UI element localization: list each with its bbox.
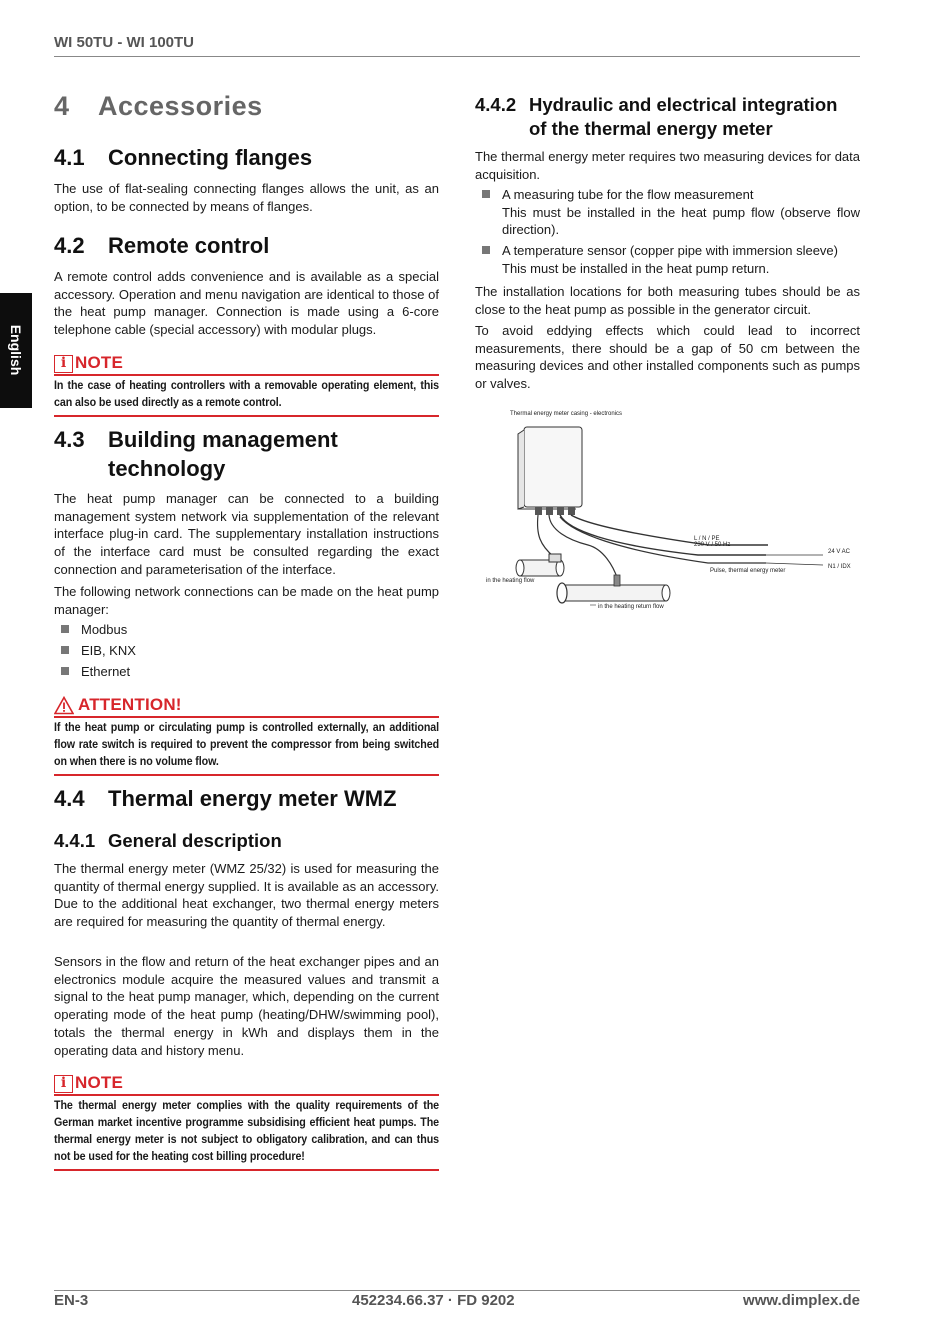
list-item-main: A measuring tube for the flow measurement: [502, 187, 754, 202]
note-label: NOTE: [75, 1073, 124, 1092]
list-item: [475, 186, 860, 239]
note-top-rule: [54, 374, 439, 376]
section-title-line2: of the thermal energy meter: [529, 118, 773, 139]
warning-triangle-icon: [54, 696, 74, 715]
info-icon: i: [54, 1075, 73, 1093]
header-divider: [54, 56, 860, 57]
network-connections-list: [54, 621, 439, 684]
section-4-4-2-text-3: To avoid eddying effects which could lead to incorrect measurements, there should be a gap of 50 cm between the measuring devices and other installed components such as pumps or valves.: [475, 323, 860, 392]
note-text: The thermal energy meter complies with the quality requirements of the German market incentive programme subsidising efficient heat pumps. The thermal energy meter is not subject to obligatory calibration, and can thus not be used for the heating cost billing procedure!: [54, 1100, 440, 1163]
section-title: Remote control: [108, 233, 270, 258]
attention-top-rule: [54, 716, 439, 718]
note-bottom-rule: [54, 415, 439, 417]
list-item-sub: This must be installed in the heat pump flow (observe flow direction).: [502, 204, 860, 238]
footer-divider: [54, 1290, 860, 1291]
section-4-3-text-1: The heat pump manager can be connected to a building management system network via supplementation of the relevant interface plug-in card. The supplementary installation instructions of the interface card must be consulted regarding the exact connection and parameterisation of the interface.: [54, 491, 439, 577]
list-item: [475, 242, 860, 277]
section-title-line2: technology: [108, 456, 226, 481]
section-number: 4.3: [54, 427, 85, 452]
attention-label: ATTENTION!: [78, 695, 182, 714]
note-box-energy-meter: [54, 1074, 439, 1171]
section-4-2-text: A remote control adds convenience and is available as a special accessory. Operation and menu navigation are identical to those of the heat pump manager. Connection is made using a 6-core telephone cable (special accessory) with modular plugs.: [54, 269, 439, 338]
list-item: EIB, KNX: [54, 642, 439, 660]
section-title-line1: Building management: [108, 427, 338, 452]
section-number: 4.1: [54, 145, 85, 170]
attention-bottom-rule: [54, 774, 439, 776]
section-heading-4-4-1: [54, 829, 439, 853]
note-label: NOTE: [75, 353, 124, 372]
list-item-sub: This must be installed in the heat pump return.: [502, 261, 770, 277]
section-4-4-1-text-1: The thermal energy meter (WMZ 25/32) is used for measuring the quantity of thermal energy supplied. It is available as an accessory. Due to the additional heat exchanger, two thermal energy meters are required for measuring the quantity of thermal energy.: [54, 861, 439, 930]
supply-label-2: 230 V / 50 Hz: [694, 542, 731, 548]
diagram-svg: [478, 405, 858, 620]
measuring-devices-list: [475, 186, 860, 281]
list-item: Ethernet: [54, 663, 439, 681]
casing-label: Thermal energy meter casing - electronics: [510, 411, 623, 417]
section-title: General description: [108, 830, 282, 851]
note-top-rule: [54, 1094, 439, 1096]
flow-label: in the heating flow: [486, 578, 535, 584]
return-label: in the heating return flow: [598, 604, 664, 610]
section-title-line1: Hydraulic and electrical integration: [529, 94, 838, 115]
section-heading-4-4: [54, 784, 439, 813]
list-item-main: A temperature sensor (copper pipe with immersion sleeve): [502, 243, 838, 259]
supply-label-1: L / N / PE: [694, 536, 720, 542]
page-number: EN-3: [54, 1292, 89, 1309]
language-tab-label: English: [8, 324, 24, 376]
section-heading-4-2: [54, 231, 439, 260]
chapter-heading: [54, 91, 263, 122]
note-text: In the case of heating controllers with a removable operating element, this can also be used directly as a remote control.: [54, 380, 440, 409]
pulse-label: Pulse, thermal energy meter: [710, 568, 786, 574]
document-code: 452234.66.37 · FD 9202: [352, 1292, 515, 1309]
section-title: Thermal energy meter WMZ: [108, 786, 397, 811]
document-header-title: WI 50TU - WI 100TU: [54, 34, 195, 51]
section-4-4-2-text-2: The installation locations for both measuring tubes should be as close to the heat pump as possible in the generator circuit.: [475, 284, 860, 317]
attention-text: If the heat pump or circulating pump is controlled externally, an additional flow rate switch is required to prevent the compressor from being switched on when there is no volume flow.: [54, 722, 440, 768]
section-number: 4.4.1: [54, 830, 96, 851]
section-heading-4-1: [54, 143, 439, 172]
section-number: 4.4: [54, 786, 85, 811]
website-link[interactable]: www.dimplex.de: [743, 1292, 860, 1309]
section-4-3-text-2: The following network connections can be made on the heat pump manager:: [54, 584, 439, 617]
idx-label: N1 / IDX: [828, 564, 851, 570]
info-icon: i: [54, 355, 73, 373]
note-bottom-rule: [54, 1169, 439, 1171]
section-number: 4.2: [54, 233, 85, 258]
note-box-remote-control: [54, 354, 439, 417]
attention-box: [54, 696, 439, 776]
section-heading-4-3: [54, 425, 439, 483]
section-4-4-1-text-2: Sensors in the flow and return of the heat exchanger pipes and an electronics module acquire the measured values and transmit a signal to the heat pump manager, which, depending on the current operating mode of the heat pump (heating/DHW/swimming pool), totals the thermal energy in kWh and displays them in the operating data and history menu.: [54, 954, 439, 1058]
language-tab: [0, 293, 32, 408]
chapter-title: Accessories: [98, 91, 263, 121]
list-item: Modbus: [54, 621, 439, 639]
section-number: 4.4.2: [475, 94, 517, 115]
section-4-1-text: The use of flat-sealing connecting flanges allows the unit, as an option, to be connected by means of flanges.: [54, 181, 439, 214]
chapter-number: 4: [54, 91, 70, 121]
section-title: Connecting flanges: [108, 145, 313, 170]
section-4-4-2-text-1: The thermal energy meter requires two measuring devices for data acquisition.: [475, 149, 860, 182]
section-heading-4-4-2: [475, 93, 860, 141]
thermal-energy-meter-diagram: [478, 405, 858, 620]
ac-label: 24 V AC: [828, 549, 851, 555]
